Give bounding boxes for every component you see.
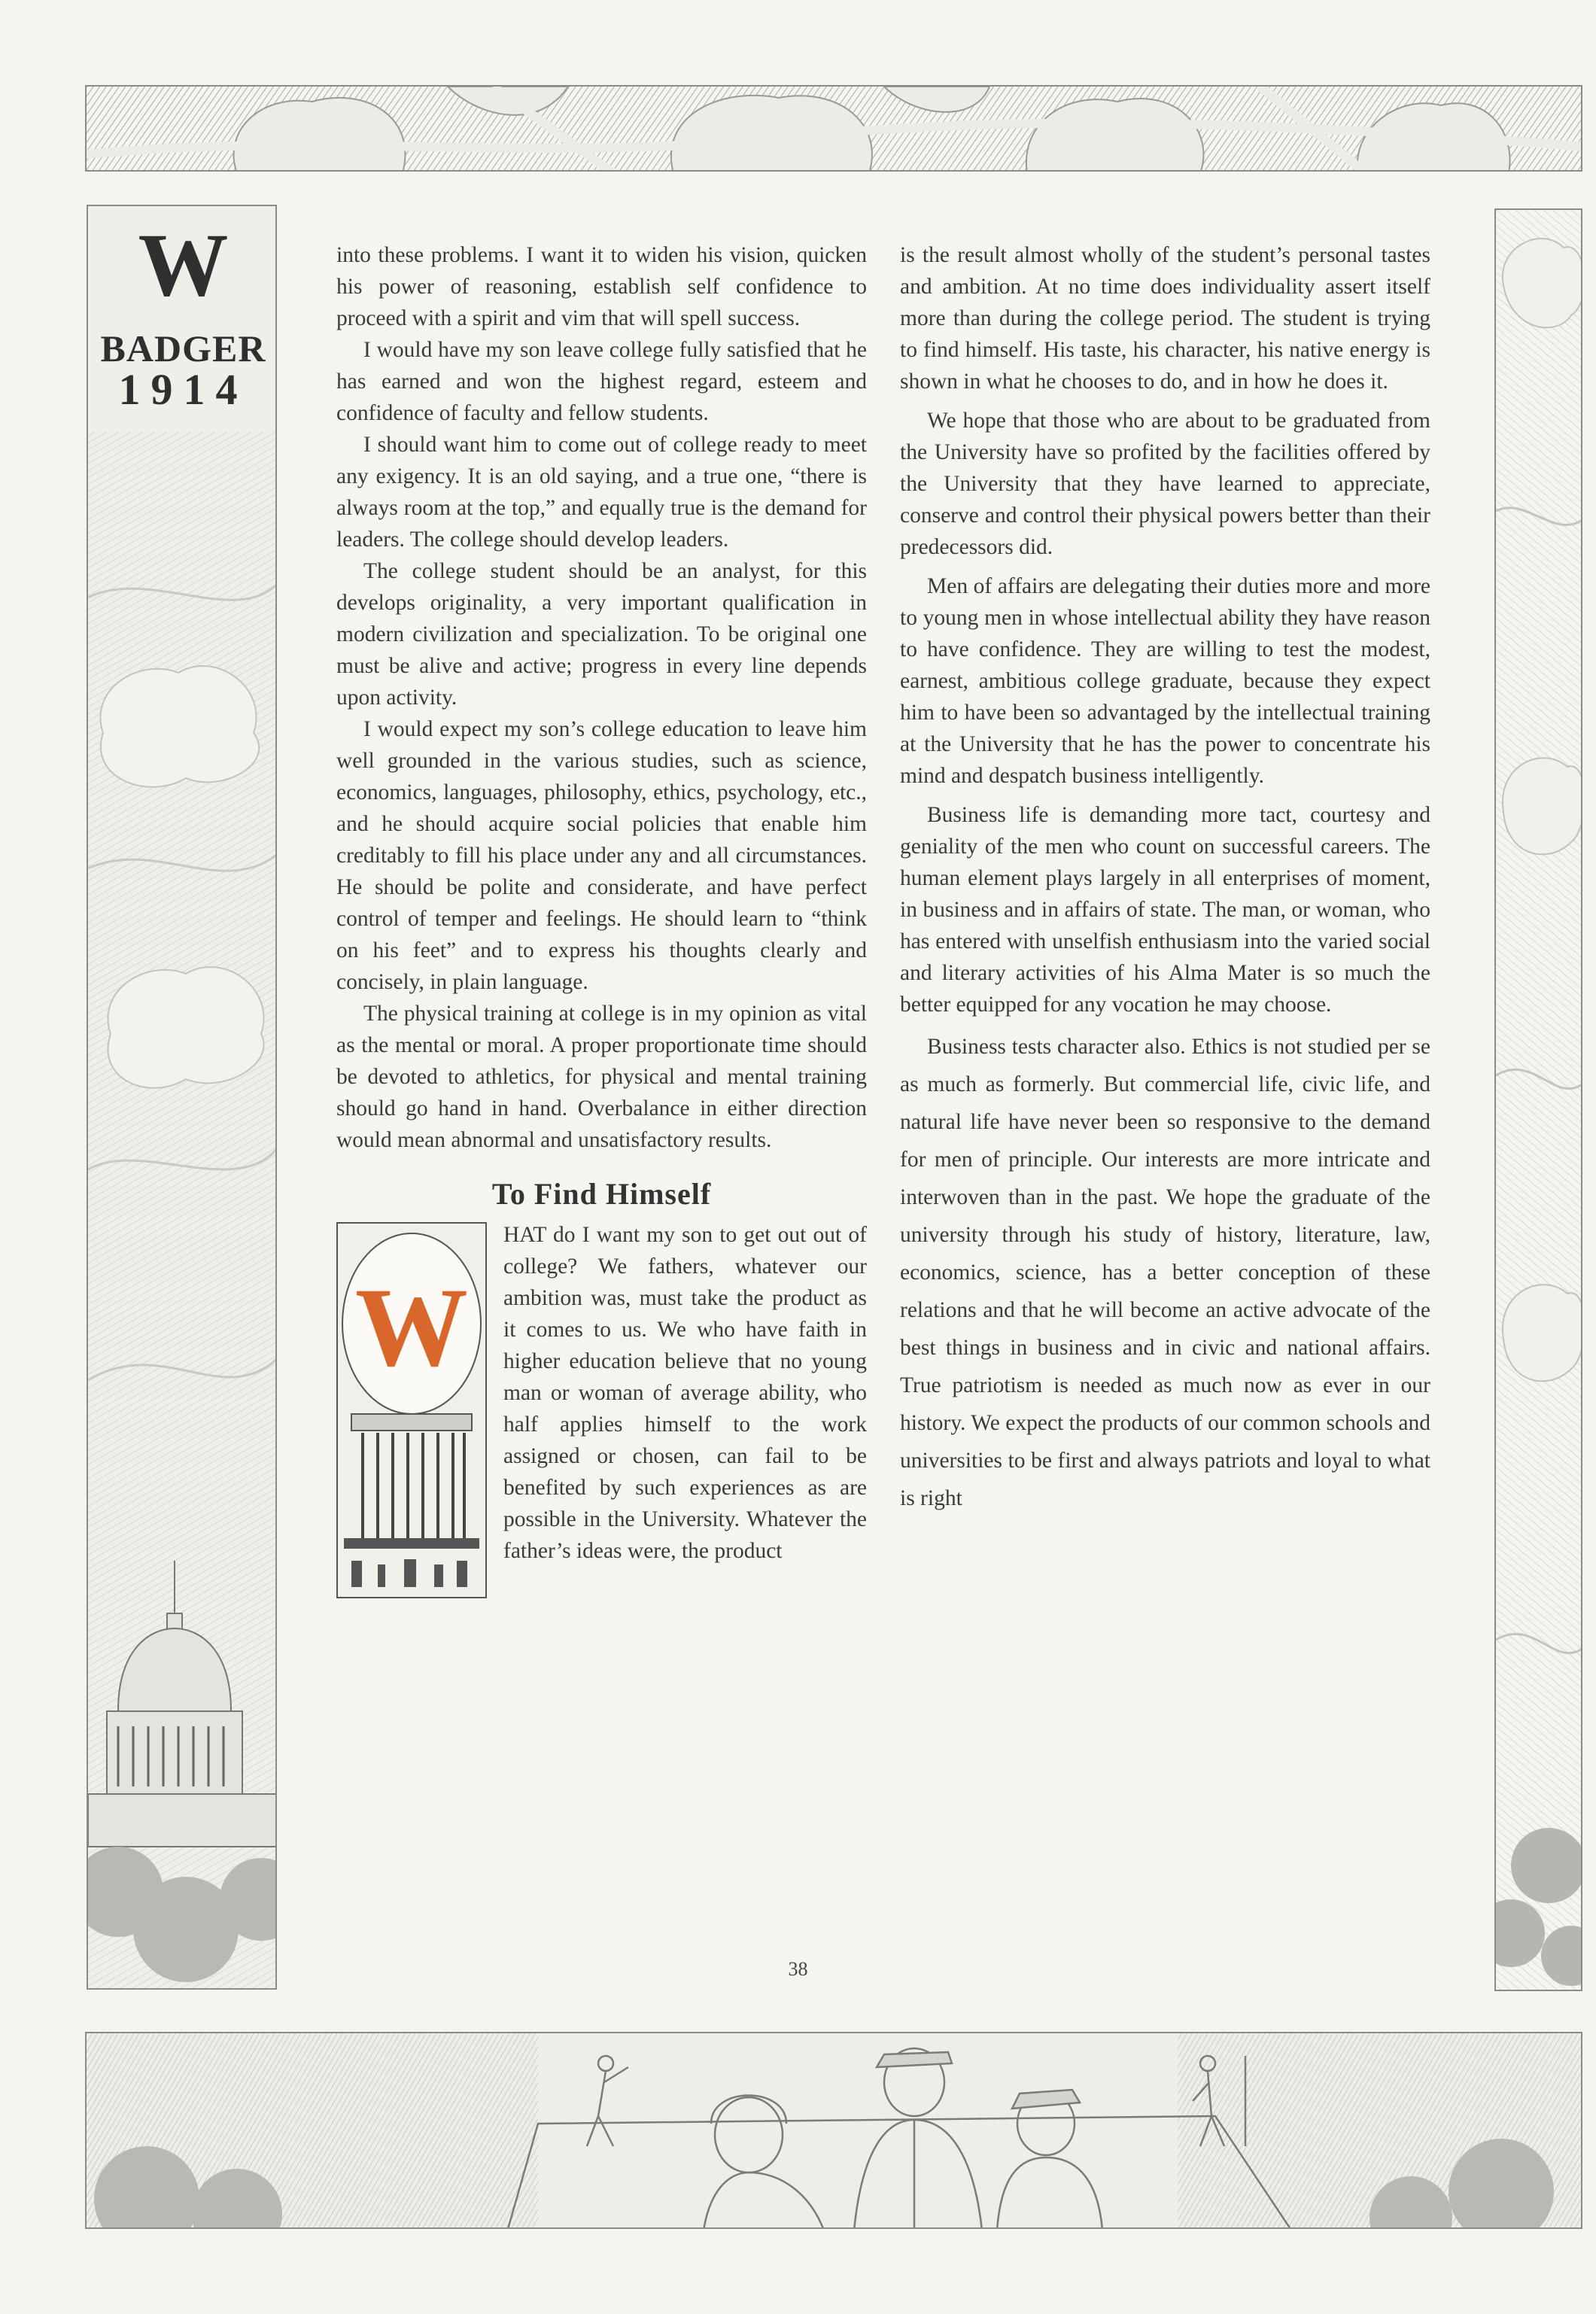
paragraph: is the result almost wholly of the student’s personal tastes and ambition. At no time does individuality assert itself more than during the college period. The student is trying to find himself. His taste, his character, his native energy is shown in what he chooses to do, and in how he does it. xyxy=(900,243,1430,394)
right-text-column xyxy=(900,239,1430,1525)
paragraph: I should want him to come out of college ready to meet any exigency. It is an old saying, and a true one, “there is always room at the top,” and equally true is the demand for leaders. The college should develop leaders. xyxy=(336,433,867,552)
paragraph: Business life is demanding more tact, courtesy and geniality of the men who count on successful careers. The human element plays largely in all enterprises of moment, in business and in affairs of state. The man, or woman, who has entered with unselfish enthusiasm into the varied social and literary activities of his Alma Mater is so much the better equipped for any vocation he may choose. xyxy=(900,803,1430,1017)
paragraph: into these problems. I want it to widen his vision, quicken his power of reasoning, establish self confidence to proceed with a spirit and vim that will spell success. xyxy=(336,243,867,330)
top-decorative-band xyxy=(85,85,1582,172)
left-text-column xyxy=(336,239,867,1598)
paragraph: I would expect my son’s college education to leave him well grounded in the various studies, such as science, economics, languages, philosophy, ethics, psychology, etc., and he should acquire social policies that enable him creditably to fill his place under any and all circumstances. He should be polite and considerate, and have perfect control of temper and feelings. He should learn to “think on his feet” and to express his thoughts clearly and concisely, in plain language. xyxy=(336,717,867,994)
bottom-illustration-band xyxy=(85,2032,1582,2229)
left-decorative-panel xyxy=(87,205,277,1990)
paragraph: The college student should be an analyst, for this develops originality, a very important qualification in modern civilization and specialization. To be original one must be alive and active; progress in every line depends upon activity. xyxy=(336,559,867,710)
paragraph: Men of affairs are delegating their duties more and more to young men in whose intellectual ability they have reason to have confidence. They are willing to test the modest, earnest, ambitious college graduate, because they expect him to have been so advantaged by the intellectual training at the University that he has the power to concentrate his mind and despatch business intelligently. xyxy=(900,574,1430,788)
page-number: 38 xyxy=(788,1958,808,1980)
drop-cap-paragraph: HAT do I want my son to get out out of college? We fathers, whatever our ambition was, must take the product as it comes to us. We who have faith in higher education believe that no young man or woman of average ability, who half applies himself to the work assigned or chosen, can fail to be benefited by such experiences as are possible in the University. Whatever the father’s ideas were, the product xyxy=(503,1223,867,1563)
decorated-initial xyxy=(336,1222,487,1598)
masthead-name: BADGER xyxy=(100,327,266,369)
paragraph: We hope that those who are about to be graduated from the University have so profited by the facilities offered by the University that they have learned to appreciate, conserve and control their physical powers better than their predecessors did. xyxy=(900,409,1430,559)
paragraph: Business tests character also. Ethics is not studied per se as much as formerly. But commercial life, civic life, and natural life have never been so responsive to the demand for men of principle. Our interests are more intricate and interwoven than in the past. We hope the graduate of the university through his study of history, literature, law, economics, science, has a better conception of these relations and that he will become an active advocate of the best things in business and in civic and national affairs. True patriotism is needed as much now as ever in our history. We expect the products of our common schools and universities to be first and always patriots and loyal to what is right xyxy=(900,1035,1430,1510)
drop-cap-letter: W xyxy=(355,1265,468,1390)
paragraph: The physical training at college is in my opinion as vital as the mental or moral. A proper proportionate time should be devoted to athletics, for physical and mental training should go hand in hand. Overbalance in either direction would mean abnormal and unsatisfactory results. xyxy=(336,1002,867,1152)
paragraph: I would have my son leave college fully satisfied that he has earned and won the highest regard, esteem and confidence of faculty and fellow students. xyxy=(336,338,867,425)
right-decorative-panel xyxy=(1494,208,1582,1991)
masthead-letter: W xyxy=(138,214,229,315)
masthead-year: 1914 xyxy=(118,365,248,414)
section-heading: To Find Himself xyxy=(491,1177,712,1211)
